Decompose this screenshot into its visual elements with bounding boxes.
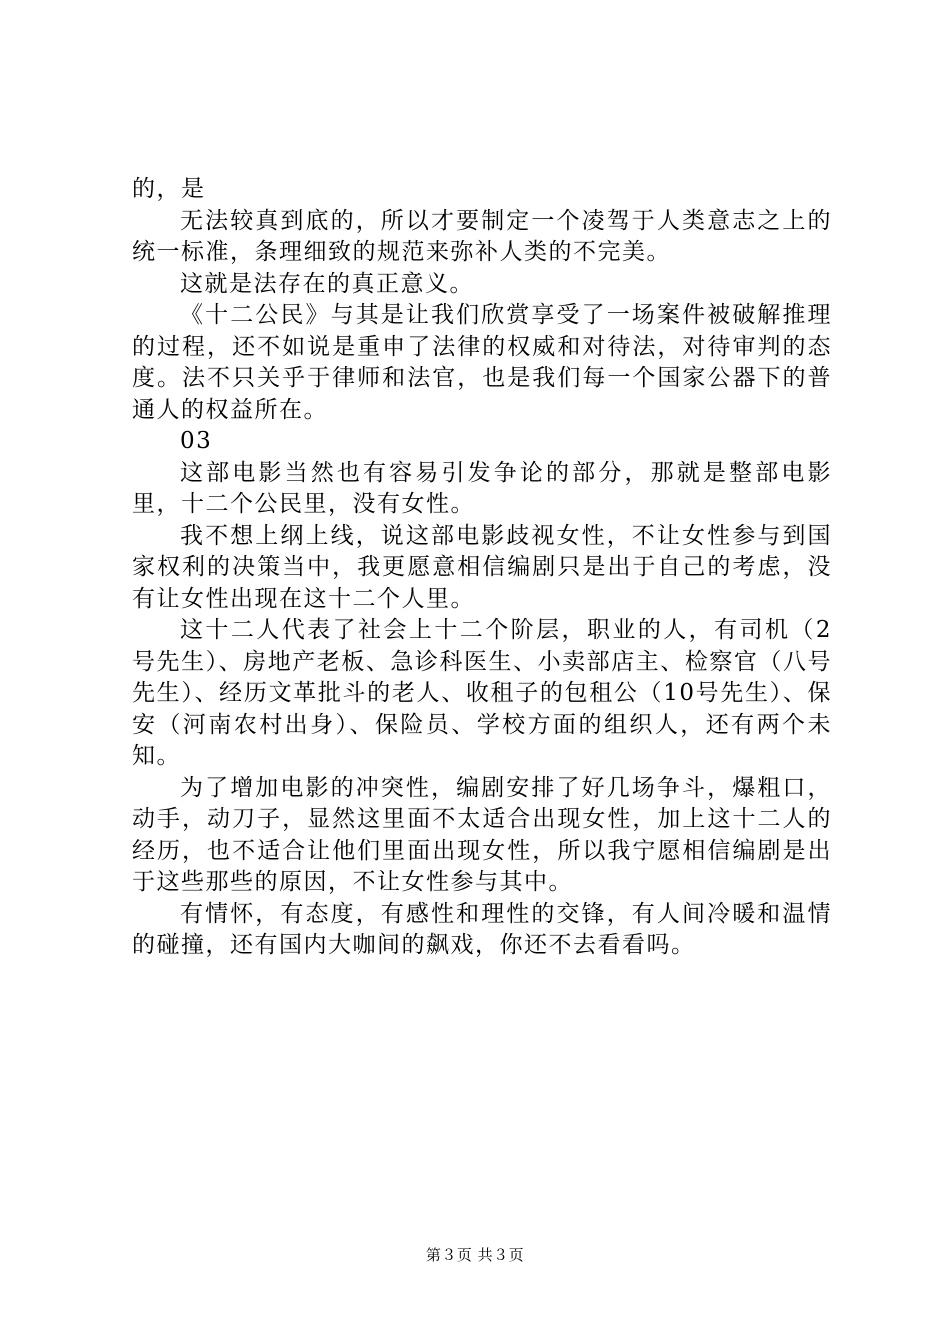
paragraph-8: 这十二人代表了社会上十二个阶层，职业的人，有司机（2号先生）、房地产老板、急诊科医生、小卖部店主、检察官（八号先生）、经历文革批斗的老人、收租子的包租公（10号先生）、保安（河南农村出身）、保险员、学校方面的组织人，还有两个未知。 — [132, 617, 832, 769]
paragraph-10: 有情怀，有态度，有感性和理性的交锋，有人间冷暖和温情的碰撞，还有国内大咖间的飙戏，你还不去看看吗。 — [132, 900, 832, 958]
section-number: 03 — [180, 428, 213, 454]
paragraph-1: 的，是 — [132, 176, 206, 202]
paragraph-9: 为了增加电影的冲突性，编剧安排了好几场争斗，爆粗口，动手，动刀子，显然这里面不太适合出现女性，加上这十二人的经历，也不适合让他们里面出现女性，所以我宁愿相信编剧是出于这些那些的原因，不让女性参与其中。 — [132, 774, 832, 895]
paragraph-2: 无法较真到底的，所以才要制定一个凌驾于人类意志之上的统一标准，条理细致的规范来弥补人类的不完美。 — [132, 207, 832, 265]
paragraph-6: 这部电影当然也有容易引发争论的部分，那就是整部电影里，十二个公民里，没有女性。 — [132, 459, 832, 517]
paragraph-3: 这就是法存在的真正意义。 — [180, 270, 474, 297]
paragraph-7: 我不想上纲上线，说这部电影歧视女性，不让女性参与到国家权利的决策当中，我更愿意相信编剧只是出于自己的考虑，没有让女性出现在这十二个人里。 — [132, 522, 832, 612]
document-body — [132, 174, 832, 962]
page-number-label: 第３页 共３页 — [425, 1246, 525, 1264]
paragraph-4: 《十二公民》与其是让我们欣赏享受了一场案件被破解推理的过程，还不如说是重申了法律的权威和对待法，对待审判的态度。法不只关乎于律师和法官，也是我们每一个国家公器下的普通人的权益所在。 — [132, 302, 832, 423]
page-footer — [0, 1245, 950, 1265]
